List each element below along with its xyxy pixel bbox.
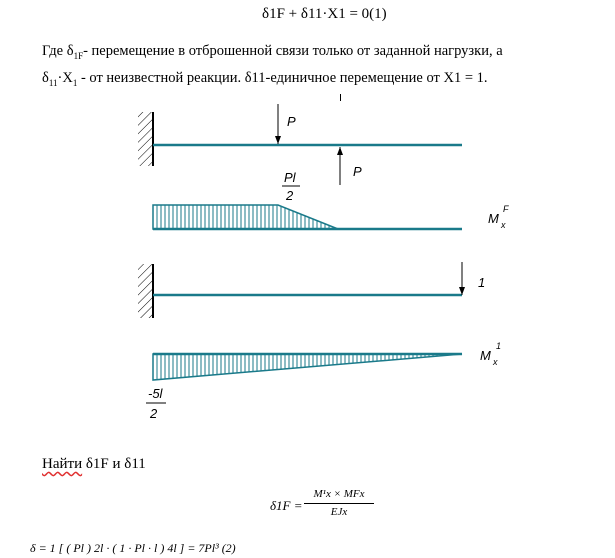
find-rest: δ1F и δ11 [82,456,146,472]
fixed-support-2 [138,264,153,318]
para-line2-mid: ·X [57,69,73,86]
bottom-formula [30,541,236,556]
moment-value-den: 2 [286,188,294,203]
formula-lhs: δ1F = [270,498,303,513]
moment-diagram-f [153,205,462,229]
find-word: Найти [42,456,83,472]
formula-numerator: M¹x × MFx [313,488,365,500]
m1-sup: 1 [496,341,502,351]
para-line2-rest: - от неизвестной реакции. δ11-единичное перемещение от X1 = 1. [77,69,488,86]
load-arrow-up [337,147,343,185]
unit-load-arrow [459,262,465,295]
para-line2-prefix: δ [42,69,49,86]
load-arrow-down [275,104,281,144]
m1-value-num: -5l [148,386,163,401]
mf-sup: F [503,204,509,214]
unit-load-label: 1 [478,275,486,290]
formula-bar [304,503,374,504]
para-line1-prefix: Где δ [42,43,74,59]
equation-1-text: δ1F + δ11·X1 = 0(1) [262,6,387,22]
load-label-bottom: P [353,164,362,179]
moment-value-num: Pl [284,170,296,185]
para-line1-rest: - перемещение в отброшенной связи только от заданной нагрузки, а [83,43,503,59]
fixed-support-1 [138,112,153,166]
bottom-formula-text: δ = 1 [ ( Pl ) 2l · ( 1 · Pl · l ) 4l ] = 7Pl³ (2) [30,541,236,555]
m1-value-den: 2 [150,406,158,421]
find-heading [42,456,146,473]
m1-sub: x [493,357,498,367]
m1-label: M [480,348,491,363]
para-line2-sub: 11 [48,77,58,88]
load-label-top: P [287,114,296,129]
mf-label: M [488,211,499,226]
moment-diagram-1 [153,354,462,380]
para-line2-sub2: 1 [72,77,78,88]
formula-denominator: EJx [330,506,348,518]
delta-formula [270,488,380,520]
para-line1-sub: 1F [73,50,84,61]
mf-sub: x [501,220,506,230]
